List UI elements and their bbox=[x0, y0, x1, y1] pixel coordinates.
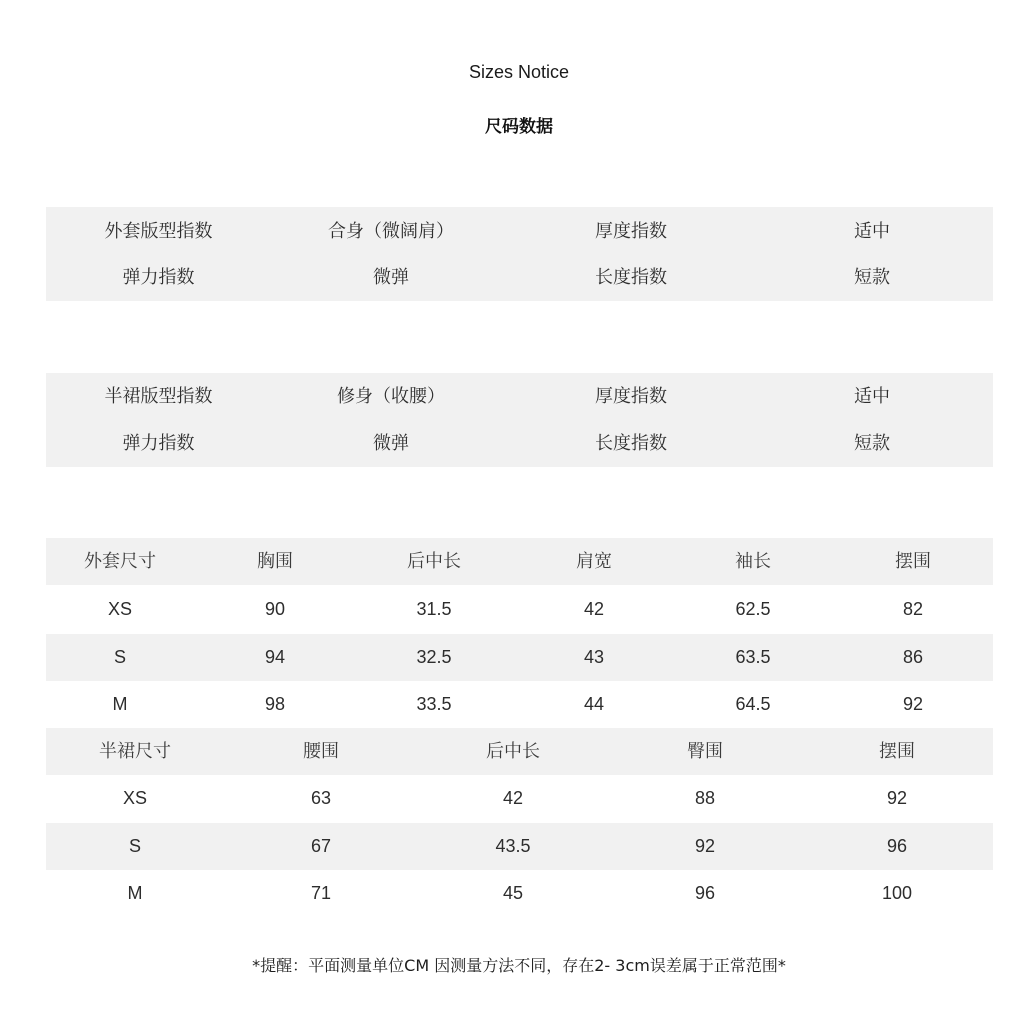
table-cell: 63 bbox=[310, 788, 332, 808]
jacket-attr-row bbox=[46, 255, 993, 301]
table-cell: 94 bbox=[264, 647, 286, 667]
table-cell: 32.5 bbox=[416, 647, 452, 667]
table-row bbox=[46, 634, 993, 681]
table-cell: 42 bbox=[583, 599, 605, 619]
table-cell: 62.5 bbox=[735, 599, 771, 619]
skirt-thickness-label: 厚度指数 bbox=[595, 386, 667, 407]
skirt-thickness-value: 适中 bbox=[854, 386, 890, 407]
table-cell: 86 bbox=[902, 647, 924, 667]
jacket-thickness-label: 厚度指数 bbox=[595, 221, 667, 242]
column-header: 摆围 bbox=[879, 741, 915, 762]
skirt-attributes-panel bbox=[46, 373, 993, 467]
table-row bbox=[46, 823, 993, 870]
table-cell: 71 bbox=[310, 883, 332, 903]
table-cell: 42 bbox=[502, 788, 524, 808]
table-cell: 88 bbox=[694, 788, 716, 808]
jacket-elasticity-value: 微弹 bbox=[373, 267, 409, 288]
skirt-length-label: 长度指数 bbox=[595, 433, 667, 454]
skirt-attr-row bbox=[46, 374, 993, 420]
skirt-length-value: 短款 bbox=[854, 433, 890, 454]
table-cell: 98 bbox=[264, 694, 286, 714]
page-title: Sizes Notice bbox=[468, 62, 570, 82]
table-cell: 31.5 bbox=[416, 599, 452, 619]
table-cell: 33.5 bbox=[416, 694, 452, 714]
size-cell: M bbox=[112, 694, 128, 714]
jacket-attributes-panel bbox=[46, 207, 993, 301]
size-cell: M bbox=[127, 883, 143, 903]
table-cell: 44 bbox=[583, 694, 605, 714]
table-cell: 43 bbox=[583, 647, 605, 667]
skirt-elasticity-label: 弹力指数 bbox=[122, 433, 195, 454]
jacket-fit-label: 外套版型指数 bbox=[104, 221, 213, 242]
column-header: 袖长 bbox=[735, 551, 771, 572]
column-header: 外套尺寸 bbox=[84, 551, 156, 572]
table-cell: 45 bbox=[502, 883, 524, 903]
skirt-fit-value: 修身（收腰） bbox=[337, 386, 445, 407]
skirt-fit-label: 半裙版型指数 bbox=[104, 386, 213, 407]
table-cell: 67 bbox=[310, 836, 332, 856]
table-cell: 100 bbox=[881, 883, 913, 903]
table-row bbox=[46, 586, 993, 633]
skirt-size-header-row bbox=[46, 728, 993, 775]
table-row bbox=[46, 870, 993, 917]
table-cell: 82 bbox=[902, 599, 924, 619]
size-cell: XS bbox=[107, 599, 132, 619]
jacket-elasticity-label: 弹力指数 bbox=[122, 267, 195, 288]
page-subtitle: 尺码数据 bbox=[485, 117, 553, 136]
column-header: 后中长 bbox=[407, 551, 461, 572]
jacket-thickness-value: 适中 bbox=[854, 221, 890, 242]
skirt-elasticity-value: 微弹 bbox=[373, 433, 409, 454]
table-cell: 90 bbox=[264, 599, 286, 619]
column-header: 臀围 bbox=[687, 741, 723, 762]
jacket-length-label: 长度指数 bbox=[595, 267, 667, 288]
table-row bbox=[46, 681, 993, 728]
size-cell: XS bbox=[122, 788, 147, 808]
size-cell: S bbox=[128, 836, 141, 856]
skirt-attr-row bbox=[46, 421, 993, 467]
column-header: 摆围 bbox=[895, 551, 931, 572]
jacket-attr-row bbox=[46, 209, 993, 255]
size-cell: S bbox=[113, 647, 126, 667]
column-header: 腰围 bbox=[303, 741, 339, 762]
measurement-note: *提醒：平面测量单位CM 因测量方法不同，存在2- 3cm误差属于正常范围* bbox=[252, 956, 786, 975]
column-header: 胸围 bbox=[257, 551, 293, 572]
table-cell: 92 bbox=[902, 694, 924, 714]
table-cell: 43.5 bbox=[495, 836, 531, 856]
table-cell: 96 bbox=[694, 883, 716, 903]
table-cell: 63.5 bbox=[735, 647, 771, 667]
column-header: 半裙尺寸 bbox=[99, 741, 171, 762]
column-header: 后中长 bbox=[486, 741, 540, 762]
jacket-fit-value: 合身（微阔肩） bbox=[328, 221, 454, 242]
table-cell: 92 bbox=[886, 788, 908, 808]
table-cell: 96 bbox=[886, 836, 908, 856]
table-cell: 64.5 bbox=[735, 694, 771, 714]
table-cell: 92 bbox=[694, 836, 716, 856]
jacket-length-value: 短款 bbox=[854, 267, 890, 288]
column-header: 肩宽 bbox=[576, 551, 612, 572]
jacket-size-header-row bbox=[46, 538, 993, 585]
table-row bbox=[46, 775, 993, 822]
